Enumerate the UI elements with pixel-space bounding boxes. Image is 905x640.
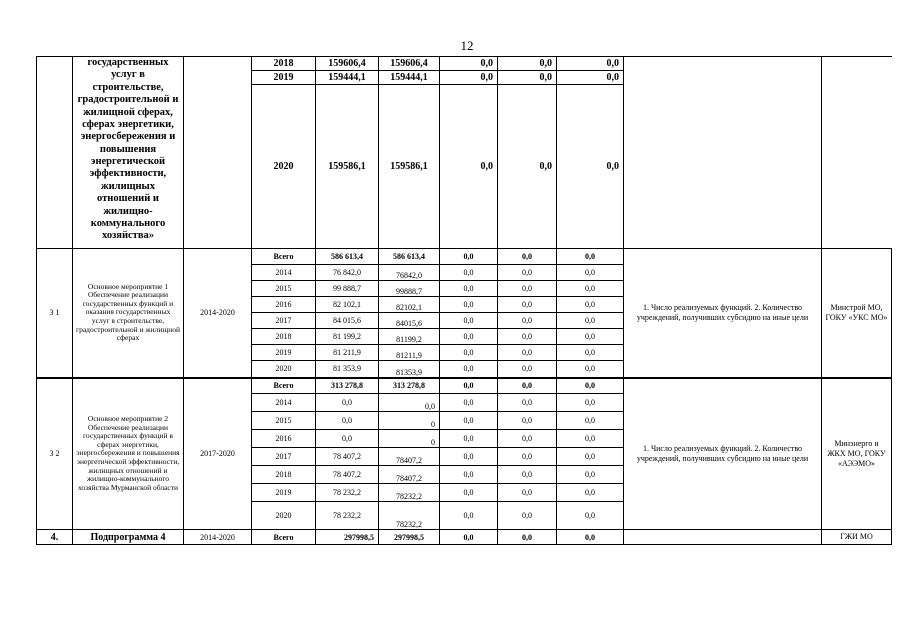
period-cell: 2014-2020 [184,249,252,378]
value-cell: 0,0 [557,502,624,530]
budget-cell: 76842,0 [379,265,440,281]
year-cell: 2019 [252,484,316,502]
executor-cell: ГЖИ МО [822,530,892,545]
value-cell: 0,0 [498,313,557,329]
year-cell: 2020 [252,85,316,249]
budget-cell: 313 278,8 [379,378,440,394]
total-cell: 0,0 [316,394,379,412]
value-cell: 0,0 [557,249,624,265]
budget-cell: 159444,1 [379,71,440,85]
budget-cell: 78407,2 [379,448,440,466]
value-cell: 0,0 [440,345,498,361]
total-cell: 0,0 [316,412,379,430]
value-cell: 0,0 [557,530,624,545]
value-cell: 0,0 [557,71,624,85]
value-cell: 0,0 [498,430,557,448]
description-cell: Основное мероприятие 1 Обеспечение реализации государственных функций и оказания государственных услуг в строительстве, градостроительной и жилищной сферах [73,249,184,378]
value-cell: 0,0 [557,412,624,430]
year-cell: 2019 [252,71,316,85]
year-cell: 2016 [252,430,316,448]
year-cell: Всего [252,530,316,545]
total-cell: 586 613,4 [316,249,379,265]
period-cell [184,57,252,249]
executor-cell: Минэнерго и ЖКХ МО, ГОКУ «АЭЭМО» [822,378,892,530]
value-cell: 0,0 [440,394,498,412]
value-cell: 0,0 [498,448,557,466]
total-cell: 159586,1 [316,85,379,249]
value-cell: 0,0 [557,378,624,394]
total-cell: 76 842,0 [316,265,379,281]
total-cell: 313 278,8 [316,378,379,394]
value-cell: 0,0 [557,466,624,484]
subprogram-title: Подпрограмма 4 [73,530,184,545]
value-cell: 0,0 [440,265,498,281]
value-cell: 0,0 [440,297,498,313]
value-cell: 0,0 [498,412,557,430]
budget-cell: 0 [379,430,440,448]
year-cell: 2020 [252,361,316,378]
row-number-cell [37,57,73,249]
value-cell: 0,0 [440,466,498,484]
value-cell: 0,0 [557,281,624,297]
value-cell: 0,0 [440,412,498,430]
year-cell: 2015 [252,412,316,430]
value-cell: 0,0 [498,57,557,71]
year-cell: 2017 [252,448,316,466]
value-cell: 0,0 [498,345,557,361]
indicators-cell [624,57,822,249]
value-cell: 0,0 [557,85,624,249]
value-cell: 0,0 [440,448,498,466]
total-cell: 297998,5 [316,530,379,545]
value-cell: 0,0 [440,378,498,394]
value-cell: 0,0 [498,530,557,545]
period-cell: 2017-2020 [184,378,252,530]
table-row [37,57,892,71]
description-cell: государственных услуг в строительстве, градостроительной и жилищной сферах, сферах энергетики, энергосбережения и повышения энергетической эффективности, жилищных отношений и жилищно-коммунального хозяйства» [73,57,184,249]
table-row [37,530,892,545]
row-number-cell: 3 2 [37,378,73,530]
total-cell: 78 232,2 [316,502,379,530]
value-cell: 0,0 [498,329,557,345]
value-cell: 0,0 [498,484,557,502]
value-cell: 0,0 [440,85,498,249]
value-cell: 0,0 [440,530,498,545]
value-cell: 0,0 [440,361,498,378]
value-cell: 0,0 [440,57,498,71]
year-cell: 2017 [252,313,316,329]
budget-cell: 81199,2 [379,329,440,345]
year-cell: Всего [252,249,316,265]
year-cell: 2014 [252,265,316,281]
total-cell: 159444,1 [316,71,379,85]
row-number-cell: 3 1 [37,249,73,378]
year-cell: 2015 [252,281,316,297]
value-cell: 0,0 [440,313,498,329]
year-cell: Всего [252,378,316,394]
value-cell: 0,0 [557,313,624,329]
value-cell: 0,0 [498,394,557,412]
total-cell: 81 353,9 [316,361,379,378]
value-cell: 0,0 [557,484,624,502]
value-cell: 0,0 [557,265,624,281]
description-cell: Основное мероприятие 2 Обеспечение реализации государственных функций в сферах энергетики, энергосбережения и повышения энергетической эффективности, жилищных отношений и жилищно-коммунального хозяйства Мурманской области [73,378,184,530]
value-cell: 0,0 [440,484,498,502]
year-cell: 2018 [252,466,316,484]
executor-cell: Минстрой МО, ГОКУ «УКС МО» [822,249,892,378]
budget-cell: 0,0 [379,394,440,412]
value-cell: 0,0 [498,378,557,394]
total-cell: 159606,4 [316,57,379,71]
budget-cell: 99888,7 [379,281,440,297]
row-number-cell: 4. [37,530,73,545]
value-cell: 0,0 [557,57,624,71]
total-cell: 0,0 [316,430,379,448]
total-cell: 81 199,2 [316,329,379,345]
value-cell: 0,0 [498,361,557,378]
year-cell: 2018 [252,57,316,71]
budget-cell: 78232,2 [379,502,440,530]
total-cell: 78 407,2 [316,466,379,484]
value-cell: 0,0 [557,430,624,448]
value-cell: 0,0 [440,430,498,448]
budget-cell: 586 613,4 [379,249,440,265]
year-cell: 2020 [252,502,316,530]
value-cell: 0,0 [557,345,624,361]
value-cell: 0,0 [440,329,498,345]
budget-cell: 159586,1 [379,85,440,249]
value-cell: 0,0 [440,281,498,297]
budget-cell: 82102,1 [379,297,440,313]
table-row [37,378,892,394]
indicators-cell: 1. Число реализуемых функций. 2. Количество учреждений, получивших субсидию на иные цели [624,378,822,530]
budget-cell: 0 [379,412,440,430]
value-cell: 0,0 [557,329,624,345]
value-cell: 0,0 [498,85,557,249]
value-cell: 0,0 [557,297,624,313]
value-cell: 0,0 [557,361,624,378]
indicators-cell: 1. Число реализуемых функций. 2. Количество учреждений, получивших субсидию на иные цели [624,249,822,378]
value-cell: 0,0 [440,502,498,530]
period-cell: 2014-2020 [184,530,252,545]
total-cell: 81 211,9 [316,345,379,361]
table-row [37,249,892,265]
total-cell: 99 888,7 [316,281,379,297]
year-cell: 2014 [252,394,316,412]
value-cell: 0,0 [498,466,557,484]
budget-cell: 297998,5 [379,530,440,545]
budget-cell: 159606,4 [379,57,440,71]
value-cell: 0,0 [440,249,498,265]
total-cell: 82 102,1 [316,297,379,313]
value-cell: 0,0 [498,249,557,265]
value-cell: 0,0 [498,71,557,85]
value-cell: 0,0 [498,281,557,297]
year-cell: 2018 [252,329,316,345]
budget-cell: 78232,2 [379,484,440,502]
value-cell: 0,0 [440,71,498,85]
value-cell: 0,0 [557,448,624,466]
total-cell: 78 232,2 [316,484,379,502]
budget-cell: 84015,6 [379,313,440,329]
budget-cell: 78407,2 [379,466,440,484]
value-cell: 0,0 [498,265,557,281]
value-cell: 0,0 [557,394,624,412]
budget-cell: 81211,9 [379,345,440,361]
page-number: 12 [460,38,474,53]
year-cell: 2019 [252,345,316,361]
total-cell: 78 407,2 [316,448,379,466]
value-cell: 0,0 [498,297,557,313]
budget-cell: 81353,9 [379,361,440,378]
program-finance-table [36,56,892,545]
executor-cell [822,57,892,249]
value-cell: 0,0 [498,502,557,530]
total-cell: 84 015,6 [316,313,379,329]
year-cell: 2016 [252,297,316,313]
indicators-cell [624,530,822,545]
